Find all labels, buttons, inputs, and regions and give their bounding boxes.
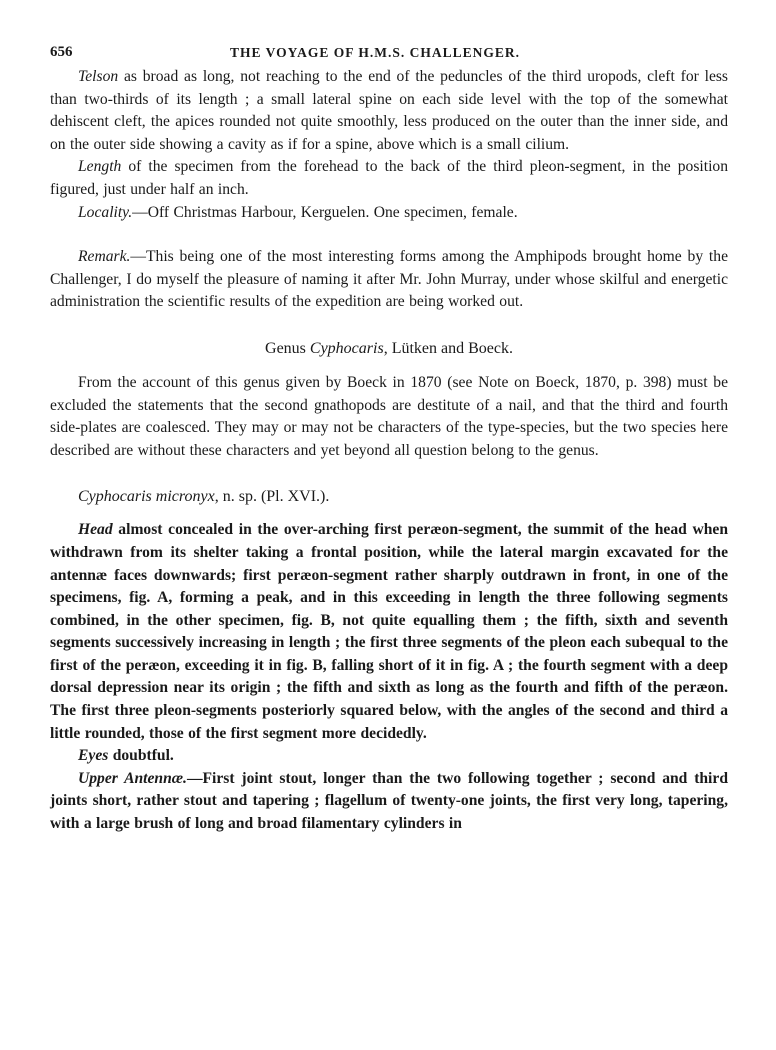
species-name: Cyphocaris micronyx [78, 488, 215, 506]
genus-name: Cyphocaris [309, 339, 384, 357]
remark-text: —This being one of the most interesting forms among the Amphipods brought home by the Challenger, I do myself the pleasure of naming it after Mr. John Murray, under whose skilful and energetic administration the scientific results of the expedition are being worked out. [50, 248, 728, 311]
length-paragraph [50, 156, 728, 201]
locality-paragraph [50, 202, 728, 225]
length-text: of the specimen from the forehead to the back of the third pleon-segment, in the position figured, just under half an inch. [50, 158, 728, 198]
head-term: Head [78, 521, 113, 539]
running-header [50, 40, 728, 66]
eyes-text: doubtful. [108, 747, 174, 765]
locality-term: Locality. [78, 203, 133, 221]
genus-paragraph: From the account of this genus given by Boeck in 1870 (see Note on Boeck, 1870, p. 398) must be excluded the statements that the second gnathopods are destitute of a nail, and that the third and fourth side-plates are coalesced. They may or may not be characters of the type-species, but the two species here described are without these characters and yet beyond all question belong to the genus. [50, 373, 728, 459]
telson-text: as broad as long, not reaching to the end of the peduncles of the third uropods, cleft for less than two-thirds of its length ; a small lateral spine on each side level with the top of the somewhat dehiscent cleft, the apices rounded not quite smoothly, less produced on the outer than the inner side, and on the outer side showing a cavity as if for a spine, above which is a small cilium. [50, 68, 728, 153]
upper-antennae-term: Upper Antennæ. [78, 769, 187, 787]
length-term: Length [78, 158, 122, 176]
species-suffix: , n. sp. (Pl. XVI.). [214, 488, 330, 506]
page [50, 40, 728, 836]
running-title: THE VOYAGE OF H.M.S. CHALLENGER. [230, 45, 521, 60]
upper-antennae-paragraph [50, 768, 728, 836]
telson-paragraph [50, 66, 728, 156]
remark-paragraph [50, 246, 728, 314]
genus-prefix: Genus [265, 339, 310, 357]
eyes-paragraph [50, 745, 728, 768]
species-heading [50, 486, 728, 508]
upper-antennae-text: —First joint stout, longer than the two following together ; second and third joints short, rather stout and tapering ; flagellum of twenty-one joints, the first very long, tapering, with a large brush of long and broad filamentary cylinders in [50, 769, 728, 833]
head-paragraph [50, 519, 728, 745]
species-description [50, 519, 728, 835]
body-text [50, 66, 728, 836]
head-text: almost concealed in the over-arching first peræon-segment, the summit of the head when withdrawn from its shelter taking a frontal position, while the lateral margin excavated for the antennæ faces downwards; first peræon-segment rather sharply outdrawn in front, in one of the specimens, fig. A, forming a peak, and in this exceeding in length the three following segments combined, in the other specimen, fig. B, not quite equalling them ; the fifth, sixth and seventh segments successively increasing in length ; the first three segments of the pleon each subequal to the first of the peræon, exceeding it in fig. B, falling short of it in fig. A ; the fourth segment with a deep dorsal depression near its origin ; the fifth and sixth as long as the fourth and fifth of the peræon. The first three pleon-segments posteriorly squared below, with the angles of the second and third a little rounded, those of the first segment more decidedly. [50, 521, 728, 742]
page-number: 656 [50, 44, 73, 60]
telson-term: Telson [78, 68, 119, 85]
eyes-term: Eyes [78, 747, 109, 765]
genus-authors: , Lütken and Boeck. [383, 339, 513, 357]
remark-term: Remark. [78, 248, 131, 266]
genus-heading [50, 338, 728, 360]
locality-text: —Off Christmas Harbour, Kerguelen. One specimen, female. [132, 203, 518, 221]
